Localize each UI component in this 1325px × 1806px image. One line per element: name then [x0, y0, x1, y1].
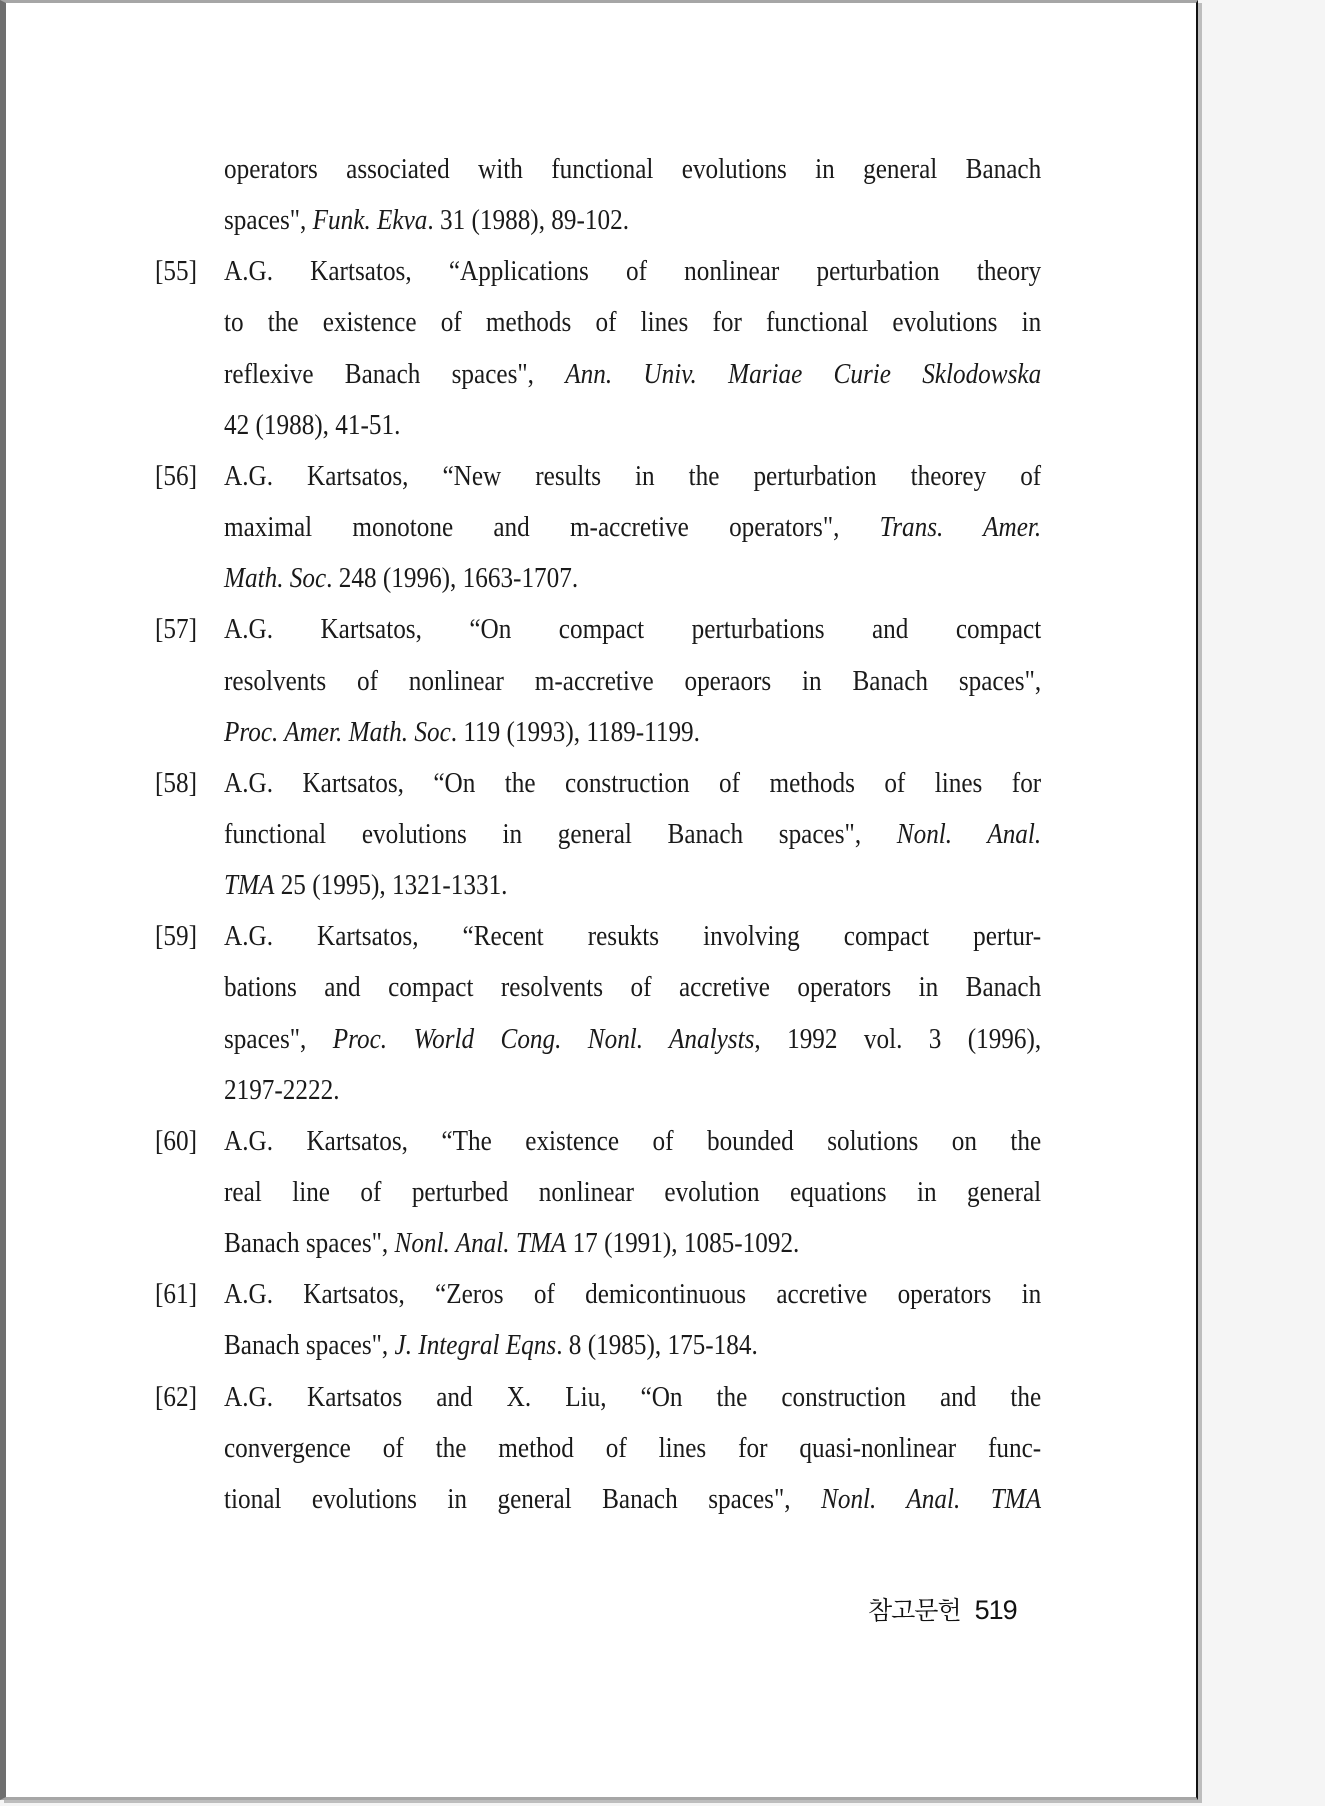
journal-title: Ann. Univ. Mariae Curie Sklodowska: [565, 359, 1042, 390]
reference-text-line: [224, 866, 959, 906]
reference-text: A.G. Kartsatos, “Applications of nonlinear perturbation theory: [224, 256, 1042, 287]
reference-text: functional evolutions in general Banach spaces",: [224, 819, 897, 850]
reference-text-line: [224, 815, 1041, 855]
reference-text: 17 (1991), 1085-1092.: [566, 1228, 800, 1259]
reference-number: [60]: [155, 1126, 197, 1157]
reference-text: to the existence of methods of lines for functional evolutions in: [224, 307, 1042, 338]
reference-text-line: [224, 303, 1041, 343]
reference-text: , 1992 vol. 3 (1996),: [754, 1024, 1042, 1055]
reference-text-line: [224, 1480, 1041, 1520]
reference-text: . 8 (1985), 175-184.: [556, 1330, 758, 1361]
journal-title: Nonl. Anal. TMA: [394, 1228, 567, 1259]
reference-text: bations and compact resolvents of accretive operators in Banach: [224, 972, 1042, 1003]
reference-text-line: [224, 559, 959, 599]
reference-text: maximal monotone and m-accretive operators",: [224, 512, 880, 543]
reference-text: 2197-2222.: [224, 1075, 340, 1106]
reference-number: [58]: [155, 768, 197, 799]
reference-number: [61]: [155, 1279, 197, 1310]
reference-text: A.G. Kartsatos, “Zeros of demicontinuous accretive operators in: [224, 1279, 1042, 1310]
reference-text-line: [224, 406, 959, 446]
reference-text: 25 (1995), 1321-1331.: [274, 870, 508, 901]
page-number: 519: [974, 1595, 1017, 1625]
reference-text-line: [224, 917, 1041, 957]
reference-text: tional evolutions in general Banach spaces",: [224, 1484, 822, 1515]
reference-text: . 248 (1996), 1663-1707.: [326, 563, 579, 594]
reference-text-line: [224, 1071, 959, 1111]
reference-number: [59]: [155, 921, 197, 952]
reference-text-line: [224, 968, 1041, 1008]
reference-text-line: [224, 150, 1041, 190]
reference-text: . 31 (1988), 89-102.: [427, 205, 629, 236]
reference-text: A.G. Kartsatos, “On the construction of methods of lines for: [224, 768, 1042, 799]
reference-text-line: [224, 1275, 1041, 1315]
journal-title: TMA: [224, 870, 275, 901]
reference-text: Banach spaces",: [224, 1330, 395, 1361]
journal-title: Math. Soc: [224, 563, 327, 594]
reference-text-line: [224, 713, 959, 753]
footer-section-title: 참고문헌: [868, 1596, 961, 1625]
reference-text: operators associated with functional evolutions in general Banach: [224, 154, 1042, 185]
reference-text: 42 (1988), 41-51.: [224, 410, 401, 441]
reference-text: . 119 (1993), 1189-1199.: [450, 717, 700, 748]
journal-title: Funk. Ekva: [312, 205, 428, 236]
reference-text-line: [224, 201, 959, 241]
reference-text: resolvents of nonlinear m-accretive operaors in Banach spaces",: [224, 666, 1042, 697]
reference-text: A.G. Kartsatos and X. Liu, “On the construction and the: [224, 1382, 1042, 1413]
journal-title: J. Integral Eqns: [394, 1330, 557, 1361]
reference-text-line: [224, 764, 1041, 804]
journal-title: Nonl. Anal. TMA: [821, 1484, 1042, 1515]
page-footer: [868, 1591, 1017, 1627]
reference-text-line: [224, 355, 1041, 395]
reference-text: reflexive Banach spaces",: [224, 359, 566, 390]
reference-number: [62]: [155, 1382, 197, 1413]
reference-text-line: [224, 252, 1041, 292]
reference-text: spaces",: [224, 205, 313, 236]
journal-title: Nonl. Anal.: [896, 819, 1042, 850]
reference-text: A.G. Kartsatos, “The existence of bounded solutions on the: [224, 1126, 1042, 1157]
reference-text-line: [224, 1378, 1041, 1418]
reference-number: [55]: [155, 256, 197, 287]
journal-title: Proc. Amer. Math. Soc: [224, 717, 451, 748]
reference-text: real line of perturbed nonlinear evolution equations in general: [224, 1177, 1042, 1208]
reference-text-line: [224, 1326, 959, 1366]
journal-title: Trans. Amer.: [879, 512, 1042, 543]
reference-text-line: [224, 1122, 1041, 1162]
reference-text: A.G. Kartsatos, “Recent resukts involving compact pertur-: [224, 921, 1042, 952]
reference-text: convergence of the method of lines for quasi-nonlinear func-: [224, 1433, 1042, 1464]
reference-number: [57]: [155, 614, 197, 645]
reference-text-line: [224, 662, 1041, 702]
reference-text-line: [224, 1020, 1041, 1060]
reference-text: Banach spaces",: [224, 1228, 395, 1259]
reference-number: [56]: [155, 461, 197, 492]
reference-text-line: [224, 508, 1041, 548]
reference-text-line: [224, 1224, 959, 1264]
reference-text: A.G. Kartsatos, “On compact perturbations and compact: [224, 614, 1042, 645]
reference-text: A.G. Kartsatos, “New results in the perturbation theorey of: [224, 461, 1042, 492]
reference-text: spaces",: [224, 1024, 333, 1055]
reference-text-line: [224, 1429, 1041, 1469]
reference-text-line: [224, 610, 1041, 650]
journal-title: Proc. World Cong. Nonl. Analysts: [332, 1024, 755, 1055]
reference-text-line: [224, 457, 1041, 497]
reference-text-line: [224, 1173, 1041, 1213]
